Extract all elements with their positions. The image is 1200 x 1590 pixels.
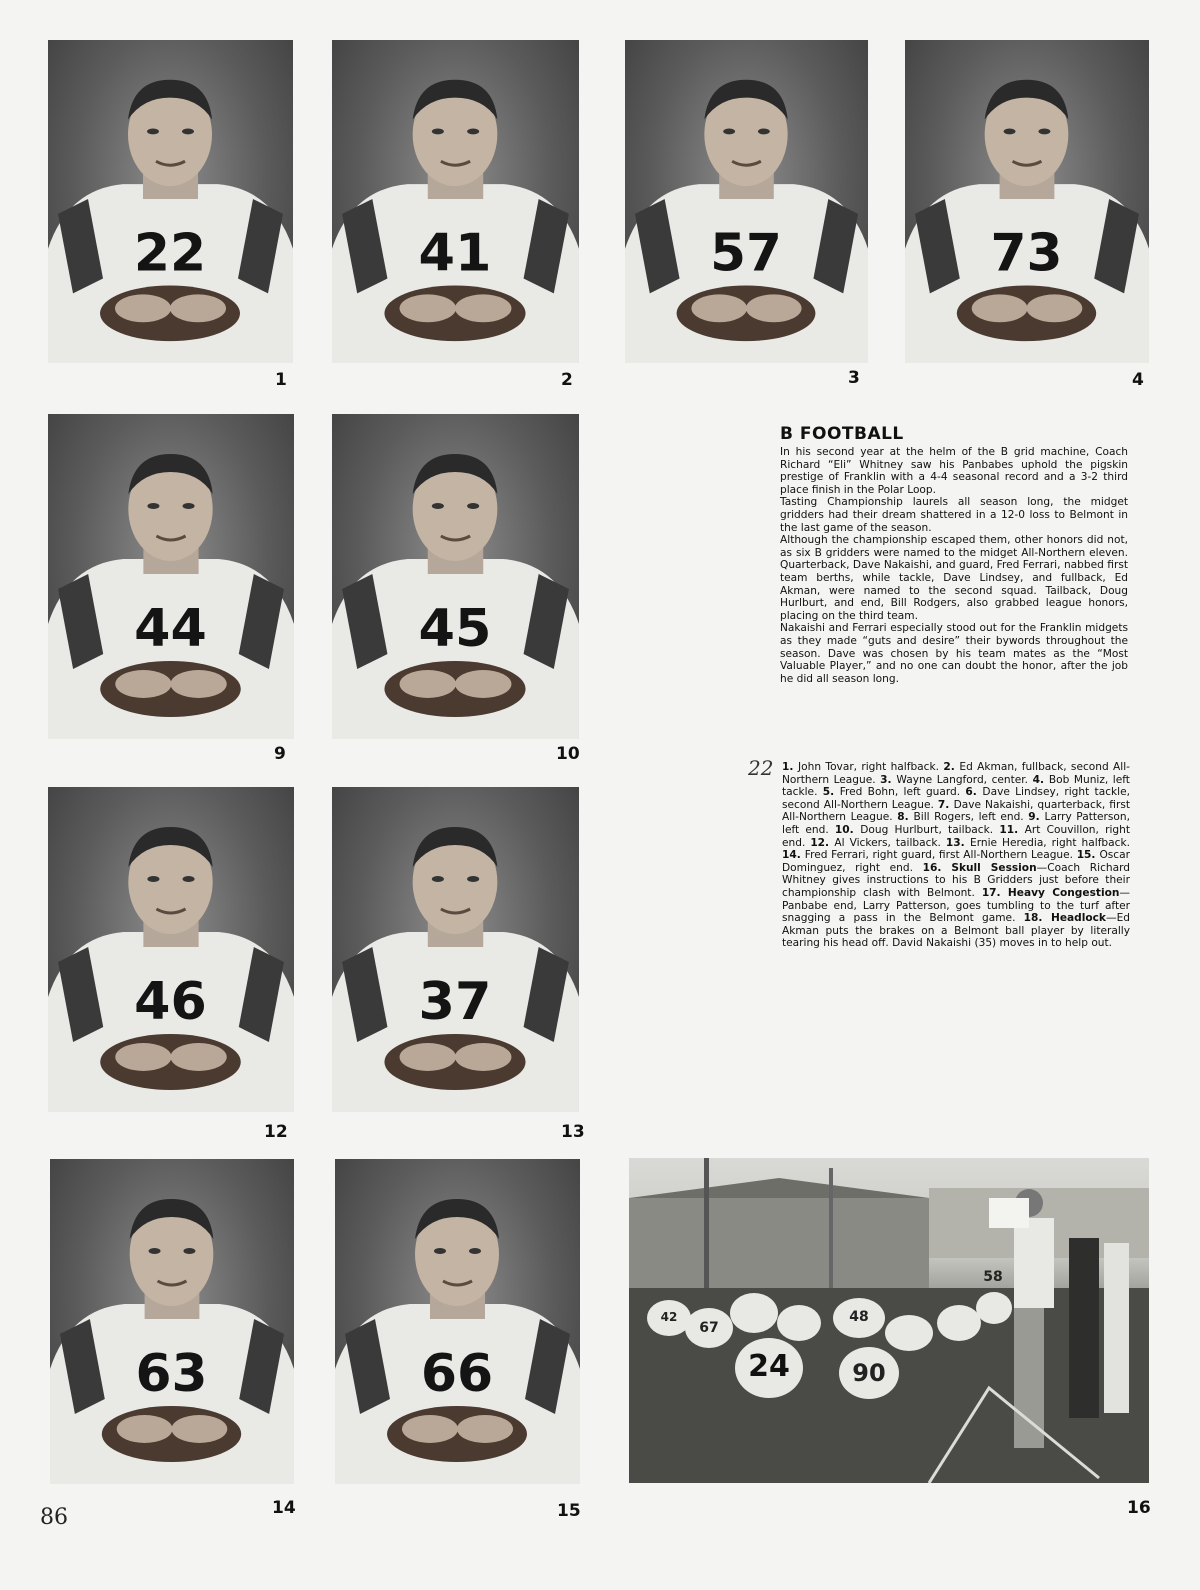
svg-text:58: 58 xyxy=(983,1269,1003,1285)
svg-text:67: 67 xyxy=(699,1320,719,1336)
caption-entry: 16. Skull Session—Coach Richard Whitney gives instructions to his B Gridders just before their championship clash with Belmont. xyxy=(782,861,1130,899)
jersey-number: 46 xyxy=(134,972,207,1032)
photo-number-label: 16 xyxy=(1127,1498,1151,1518)
player-portrait-photo xyxy=(332,414,579,739)
player-portrait-photo xyxy=(625,40,868,363)
photo-number-label: 12 xyxy=(264,1122,288,1142)
svg-text:42: 42 xyxy=(660,1310,678,1324)
article-paragraph: Nakaishi and Ferrari especially stood out for the Franklin midgets as they made “guts and desire” their bywords throughout the season. Dave was chosen by his team mates as the “Most Valuable Player,” and no one can doubt the honor, after the job he did all season long. xyxy=(780,622,1128,685)
caption-entry: 2. Ed Akman, fullback, second All-Northern League. xyxy=(782,761,1130,786)
photo-number-label: 9 xyxy=(274,744,286,764)
page-number: 86 xyxy=(40,1505,68,1530)
photo-number-label: 13 xyxy=(561,1122,585,1142)
caption-entry: 14. Fred Ferrari, right guard, first All-Northern League. xyxy=(782,849,1077,862)
photo-number-label: 2 xyxy=(561,370,573,390)
jersey-number: 44 xyxy=(134,599,207,659)
svg-text:48: 48 xyxy=(849,1309,869,1325)
player-portrait-photo xyxy=(50,1159,294,1484)
jersey-number: 73 xyxy=(990,223,1063,284)
photo-number-label: 1 xyxy=(275,370,287,390)
article-paragraph: Although the championship escaped them, other honors did not, as six B gridders were named to the midget All-Northern eleven. Quarterback, Dave Nakaishi, and guard, Fred Ferrari, nabbed first team berths, while tackle, Dave Lindsey, and fullback, Ed Akman, were named to the second squad. Tailback, Doug Hurlburt, and end, Bill Rodgers, also grabbed league honors, placing on the third team. xyxy=(780,534,1128,622)
jersey-number: 66 xyxy=(420,1344,494,1404)
caption-entry: 8. Bill Rogers, left end. xyxy=(897,811,1029,824)
caption-entry: 9. Larry Patterson, left end. xyxy=(782,811,1130,836)
caption-entry: 7. Dave Nakaishi, quarterback, first All-Northern League. xyxy=(782,798,1130,824)
jersey-number: 41 xyxy=(418,223,492,284)
article-paragraph: Tasting Championship laurels all season long, the midget gridders had their dream shattered in a 12-0 loss to Belmont in the last game of the season. xyxy=(780,496,1128,534)
photo-number-label: 4 xyxy=(1132,370,1144,390)
player-portrait-photo xyxy=(48,40,293,363)
team-huddle-photo xyxy=(629,1158,1149,1483)
player-portrait-photo xyxy=(332,40,579,363)
player-portrait-photo xyxy=(48,414,294,739)
caption-entry: 1. John Tovar, right halfback. xyxy=(782,761,944,773)
jersey-number: 63 xyxy=(135,1343,208,1405)
photo-captions xyxy=(782,761,1130,950)
jersey-number: 37 xyxy=(418,972,492,1032)
caption-entry: 18. Headlock—Ed Akman puts the brakes on a Belmont ball player by literally tearing his head off. David Nakaishi (35) moves in to help out. xyxy=(782,912,1130,950)
caption-entry: 6. Dave Lindsey, right tackle, second All-Northern League. xyxy=(782,786,1130,811)
jersey-number: 22 xyxy=(133,223,207,284)
caption-entry: 17. Heavy Congestion—Panbabe end, Larry Patterson, goes tumbling to the turf after snagging a pass in the Belmont game. xyxy=(782,886,1130,925)
caption-entry: 13. Ernie Heredia, right halfback. xyxy=(945,836,1130,849)
caption-entry: 12. Al Vickers, tailback. xyxy=(810,836,946,849)
handwritten-note: 22 xyxy=(748,756,774,780)
svg-text:90: 90 xyxy=(852,1359,886,1387)
caption-entry: 15. Oscar Dominguez, right end. xyxy=(782,849,1130,874)
player-portrait-photo xyxy=(335,1159,580,1484)
caption-entry: 4. Bob Muniz, left tackle. xyxy=(782,773,1130,799)
photo-number-label: 3 xyxy=(848,368,860,388)
caption-entry: 10. Doug Hurlburt, tailback. xyxy=(834,823,1000,836)
caption-entry: 5. Fred Bohn, left guard. xyxy=(822,786,966,799)
article-paragraph: In his second year at the helm of the B grid machine, Coach Richard “Eli” Whitney saw his Panbabes uphold the pigskin prestige of Franklin with a 4-4 seasonal record and a 3-2 third place finish in the Polar Loop. xyxy=(780,446,1128,496)
caption-entry: 3. Wayne Langford, center. xyxy=(880,773,1033,786)
photo-number-label: 15 xyxy=(557,1501,581,1521)
player-portrait-photo xyxy=(48,787,294,1112)
player-portrait-photo xyxy=(332,787,579,1112)
article-headline: B FOOTBALL xyxy=(780,424,904,444)
jersey-number: 45 xyxy=(418,599,492,659)
player-portrait-photo xyxy=(905,40,1149,363)
jersey-number: 57 xyxy=(710,223,782,284)
article-column xyxy=(780,424,1128,685)
photo-number-label: 10 xyxy=(556,744,580,764)
caption-entry: 11. Art Couvillon, right end. xyxy=(782,823,1130,849)
svg-text:24: 24 xyxy=(748,1349,790,1384)
photo-number-label: 14 xyxy=(272,1498,296,1518)
